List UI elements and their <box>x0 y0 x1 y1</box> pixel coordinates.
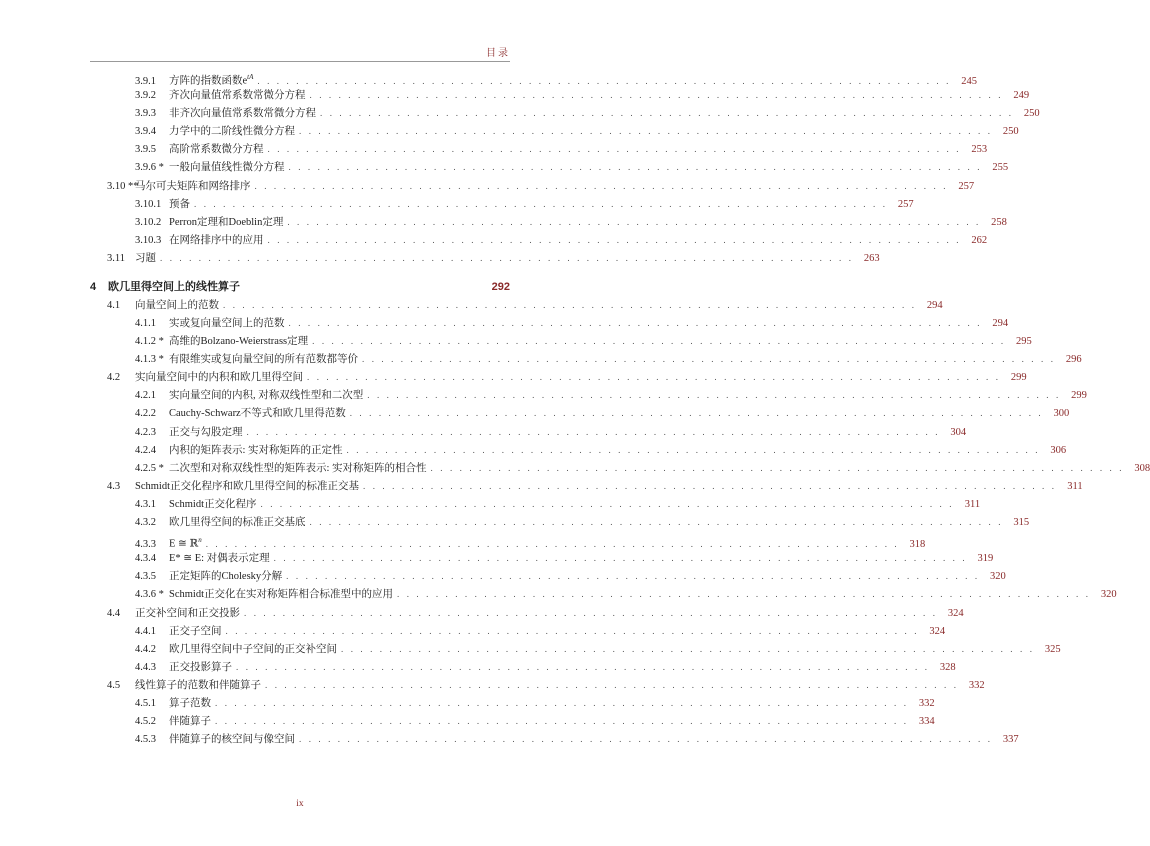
toc-entry-number: 4 <box>90 280 97 293</box>
dot-leader <box>261 495 955 513</box>
toc-entry-number: 4.4.3 <box>135 661 156 673</box>
toc-entry-title: 一般向量值线性微分方程 <box>169 162 285 174</box>
toc-entry-title: 预备 <box>169 198 190 210</box>
toc-entry-title: 向量空间上的范数 <box>135 299 219 311</box>
toc-entry-number: 4.3.1 <box>135 498 156 510</box>
toc-entry-number: 4.2 <box>107 372 121 384</box>
toc-entry-number: 4.2.1 <box>135 390 156 402</box>
toc-page-number: 294 <box>926 299 943 311</box>
toc-entry-number: 3.10 ** <box>107 180 139 192</box>
toc-page-number: 324 <box>929 625 946 637</box>
toc-entry-title: Schmidt正交化在实对称矩阵相合标准型中的应用 <box>169 589 394 601</box>
toc-entry-title: 实向量空间的内积, 对称双线性型和二次型 <box>169 390 364 402</box>
dot-leader <box>236 658 930 676</box>
toc-entry-title: 方阵的指数函数$e^{tA}$ <box>169 73 254 87</box>
toc-page-number: 334 <box>918 716 935 728</box>
running-header: 目录 <box>486 48 510 59</box>
toc-subsection-entry[interactable] <box>90 459 1150 477</box>
toc-page-number: 258 <box>991 216 1007 228</box>
toc-page-number: 300 <box>1053 408 1070 420</box>
toc-entry-number: 4.1.1 <box>135 318 156 330</box>
toc-entry-title: 欧几里得空间的标准正交基底 <box>169 517 306 529</box>
toc-subsection-entry[interactable] <box>90 622 946 640</box>
dot-leader <box>320 104 1014 122</box>
toc-page-number: 311 <box>1067 480 1083 492</box>
toc-entry-number: 4.3.3 <box>135 538 156 550</box>
toc-entry-title: 二次型和对称双线性型的矩阵表示: 实对称矩阵的相合性 <box>169 462 427 474</box>
toc-page-number: 257 <box>897 198 914 210</box>
toc-page-number: 315 <box>1013 517 1030 529</box>
toc-page-number: 308 <box>1134 462 1150 474</box>
toc-page-number: 311 <box>964 498 981 510</box>
toc-entry-number: 4.3.6 * <box>135 589 164 601</box>
toc-subsection-entry[interactable] <box>90 531 926 550</box>
toc-title-superscript: n <box>198 536 202 545</box>
toc-entry-title: 有限维实或复向量空间的所有范数都等价 <box>169 354 358 366</box>
toc-entry-title: Cauchy-Schwarz不等式和欧几里得范数 <box>169 408 346 420</box>
dot-leader <box>289 314 983 332</box>
toc-entry-title: 力学中的二阶线性微分方程 <box>169 126 295 138</box>
toc-entry-number: 3.9.6 * <box>135 162 164 174</box>
toc-page-number: 294 <box>992 318 1009 330</box>
toc-entry-number: 4.2.4 <box>135 444 156 456</box>
dot-leader <box>247 423 941 441</box>
dot-leader <box>341 640 1035 658</box>
toc-entry-number: 3.9.1 <box>135 75 156 87</box>
toc-entry-title: 算子范数 <box>169 697 211 709</box>
toc-subsection-entry[interactable] <box>90 495 981 513</box>
toc-page-number: 250 <box>1023 108 1040 120</box>
toc-entry-number: 3.11 <box>107 252 125 264</box>
toc-subsection-entry[interactable] <box>90 195 914 213</box>
toc-section-entry[interactable] <box>90 368 1027 386</box>
toc-entry-number: 4.5.1 <box>135 697 156 709</box>
toc-page-number: 319 <box>977 553 994 565</box>
toc-entry-title: 欧几里得空间上的线性算子 <box>108 280 240 293</box>
toc-page-number: 296 <box>1065 354 1082 366</box>
toc-subsection-entry[interactable] <box>90 513 1030 531</box>
toc-entry-number: 4.2.2 <box>135 408 156 420</box>
dot-leader <box>299 122 993 140</box>
toc-entry-number: 3.9.4 <box>135 126 156 138</box>
toc-subsection-entry[interactable] <box>90 68 977 87</box>
toc-entry-title: 实或复向量空间上的范数 <box>169 318 285 330</box>
toc-page-number: 257 <box>958 180 975 192</box>
toc-subsection-entry[interactable] <box>90 158 1009 176</box>
dot-leader <box>274 549 968 567</box>
toc-subsection-entry[interactable] <box>90 658 956 676</box>
toc-page-number: 292 <box>491 280 510 293</box>
table-of-contents <box>90 68 1150 748</box>
toc-page-number: 306 <box>1050 444 1067 456</box>
toc-page-number: 320 <box>1100 589 1117 601</box>
dot-leader <box>286 567 980 585</box>
dot-leader <box>347 441 1041 459</box>
toc-subsection-entry[interactable] <box>90 231 988 249</box>
toc-subsection-entry[interactable] <box>90 441 1067 459</box>
toc-chapter-entry[interactable] <box>90 278 510 296</box>
toc-section-entry[interactable] <box>90 676 985 694</box>
toc-entry-title: 正交补空间和正交投影 <box>135 607 240 619</box>
toc-entry-title: 正定矩阵的Cholesky分解 <box>169 571 283 583</box>
toc-entry-number: 4.3.4 <box>135 553 156 565</box>
dot-leader <box>350 404 1044 422</box>
toc-entry-title: Perron定理和Doeblin定理 <box>169 216 284 228</box>
toc-entry-title: 内积的矩阵表示: 实对称矩阵的正定性 <box>169 444 343 456</box>
toc-entry-number: 4.4.2 <box>135 643 156 655</box>
dot-leader <box>194 195 888 213</box>
toc-page-number: 262 <box>971 234 988 246</box>
dot-leader <box>363 477 1057 495</box>
toc-entry-title: Schmidt正交化程序和欧几里得空间的标准正交基 <box>135 480 360 492</box>
toc-section-entry[interactable] <box>90 477 1083 495</box>
toc-entry-number: 3.9.5 <box>135 144 156 156</box>
toc-subsection-entry[interactable] <box>90 730 1019 748</box>
toc-entry-title: E ≅ ℝ$^n$ <box>169 536 202 550</box>
dot-leader <box>265 676 959 694</box>
toc-title-superscript: tA <box>247 73 254 81</box>
toc-subsection-entry[interactable] <box>90 694 935 712</box>
dot-leader <box>307 368 1001 386</box>
toc-entry-title: 伴随算子 <box>169 716 211 728</box>
toc-subsection-entry[interactable] <box>90 712 935 730</box>
dot-leader <box>215 694 909 712</box>
toc-subsection-entry[interactable] <box>90 549 994 567</box>
toc-section-entry[interactable] <box>90 604 964 622</box>
toc-page-number: 325 <box>1044 643 1061 655</box>
dot-leader <box>268 231 962 249</box>
toc-subsection-entry[interactable] <box>90 350 1082 368</box>
toc-entry-number: 4.3.5 <box>135 571 156 583</box>
dot-leader <box>310 513 1004 531</box>
toc-subsection-entry[interactable] <box>90 585 1117 603</box>
dot-leader <box>362 350 1056 368</box>
toc-entry-title: 正交投影算子 <box>169 661 232 673</box>
toc-entry-title: 在网络排序中的应用 <box>169 234 264 246</box>
toc-subsection-entry[interactable] <box>90 104 1040 122</box>
toc-subsection-entry[interactable] <box>90 86 1030 104</box>
toc-page-number: 318 <box>909 538 926 550</box>
toc-page-number: 299 <box>1071 390 1087 402</box>
toc-entry-title: 线性算子的范数和伴随算子 <box>135 679 261 691</box>
toc-entry-title: 习题 <box>135 252 156 264</box>
toc-page-number: 328 <box>939 661 956 673</box>
toc-page-number: 324 <box>947 607 964 619</box>
dot-leader <box>397 585 1091 603</box>
toc-subsection-entry[interactable] <box>90 213 1007 231</box>
dot-leader <box>367 386 1061 404</box>
toc-entry-title: 伴随算子的核空间与像空间 <box>169 734 295 746</box>
toc-section-entry[interactable] <box>90 296 943 314</box>
toc-entry-number: 3.9.2 <box>135 90 156 102</box>
toc-subsection-entry[interactable] <box>90 640 1061 658</box>
toc-entry-number: 4.3 <box>107 480 121 492</box>
toc-entry-title: 齐次向量值常系数常微分方程 <box>169 90 306 102</box>
toc-entry-title: 马尔可夫矩阵和网络排序 <box>135 180 251 192</box>
toc-entry-title: 高阶常系数微分方程 <box>169 144 264 156</box>
toc-page-number: 250 <box>1002 126 1019 138</box>
header-rule <box>90 61 510 62</box>
toc-section-entry[interactable] <box>90 177 975 195</box>
toc-entry-number: 4.1.2 * <box>135 336 164 348</box>
toc-subsection-entry[interactable] <box>90 122 1019 140</box>
toc-page-number: 337 <box>1002 734 1019 746</box>
toc-entry-title: 欧几里得空间中子空间的正交补空间 <box>169 643 337 655</box>
toc-page-number: 249 <box>1013 90 1030 102</box>
toc-subsection-entry[interactable] <box>90 314 1009 332</box>
toc-entry-number: 4.5.3 <box>135 734 156 746</box>
dot-leader <box>287 213 981 231</box>
toc-entry-number: 4.2.5 * <box>135 462 164 474</box>
dot-leader <box>244 604 938 622</box>
toc-entry-number: 3.10.3 <box>135 234 162 246</box>
dot-leader <box>312 332 1006 350</box>
toc-entry-number: 3.10.1 <box>135 198 162 210</box>
dot-leader <box>255 177 949 195</box>
toc-page-number: 295 <box>1015 336 1032 348</box>
toc-page-number: 263 <box>863 252 880 264</box>
toc-page-number: 332 <box>968 679 985 691</box>
toc-page-number: 299 <box>1010 372 1027 384</box>
toc-page-number: 332 <box>918 697 935 709</box>
toc-entry-number: 4.3.2 <box>135 517 156 529</box>
toc-entry-title: 正交与勾股定理 <box>169 426 243 438</box>
toc-page-number: 245 <box>961 75 977 87</box>
dot-leader <box>299 730 993 748</box>
toc-subsection-entry[interactable] <box>90 386 1087 404</box>
toc-subsection-entry[interactable] <box>90 140 988 158</box>
toc-entry-title: Schmidt正交化程序 <box>169 498 257 510</box>
toc-subsection-entry[interactable] <box>90 567 1006 585</box>
toc-entry-number: 4.5.2 <box>135 716 156 728</box>
toc-entry-number: 4.5 <box>107 679 121 691</box>
dot-leader <box>226 622 920 640</box>
toc-entry-number: 3.10.2 <box>135 216 162 228</box>
toc-entry-number: 4.1.3 * <box>135 354 164 366</box>
dot-leader <box>289 158 983 176</box>
toc-entry-number: 4.1 <box>107 299 121 311</box>
toc-page-number: 320 <box>989 571 1006 583</box>
toc-section-entry[interactable] <box>90 249 880 267</box>
dot-leader <box>268 140 962 158</box>
dot-leader <box>215 712 909 730</box>
toc-page-number: 304 <box>950 426 967 438</box>
toc-entry-title: 高维的Bolzano-Weierstrass定理 <box>169 336 309 348</box>
toc-entry-title: 实向量空间中的内积和欧几里得空间 <box>135 372 303 384</box>
dot-leader <box>431 459 1125 477</box>
dot-leader <box>223 296 917 314</box>
toc-entry-number: 4.4.1 <box>135 625 156 637</box>
dot-leader <box>160 249 854 267</box>
toc-entry-number: 3.9.3 <box>135 108 156 120</box>
page-number: ix <box>296 799 304 809</box>
toc-page-number: 255 <box>992 162 1009 174</box>
dot-leader <box>310 86 1004 104</box>
toc-entry-number: 4.4 <box>107 607 121 619</box>
toc-subsection-entry[interactable] <box>90 423 967 441</box>
toc-entry-title: 非齐次向量值常系数常微分方程 <box>169 108 316 120</box>
toc-entry-title: E* ≅ E: 对偶表示定理 <box>169 553 270 565</box>
toc-entry-number: 4.2.3 <box>135 426 156 438</box>
toc-page-number: 253 <box>971 144 988 156</box>
toc-subsection-entry[interactable] <box>90 404 1070 422</box>
toc-subsection-entry[interactable] <box>90 332 1032 350</box>
toc-entry-title: 正交子空间 <box>169 625 222 637</box>
